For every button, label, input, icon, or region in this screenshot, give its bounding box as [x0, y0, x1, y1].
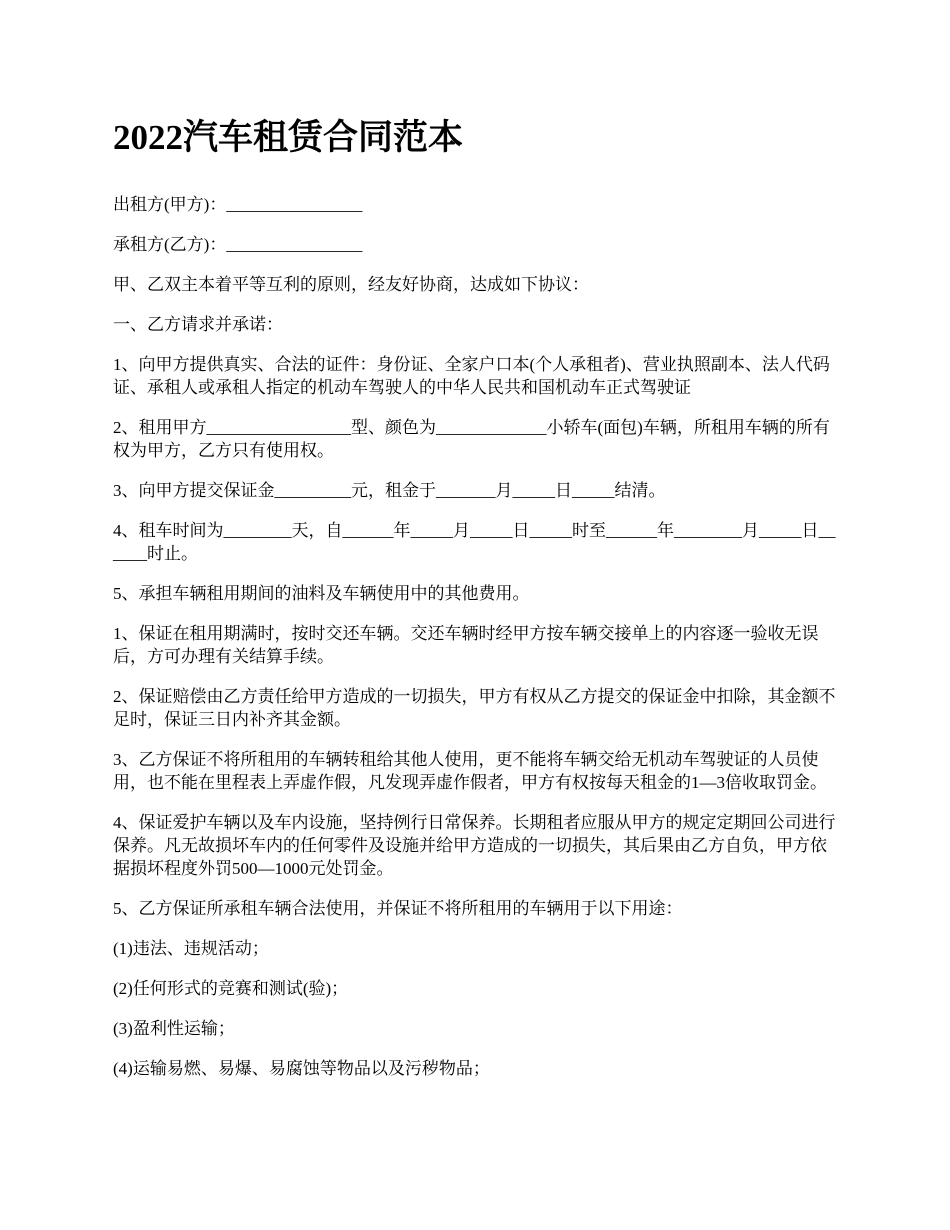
- list-item-illegal-activities: (1)违法、违规活动；: [113, 939, 269, 958]
- paragraph-intro: 甲、乙双主本着平等互利的原则，经友好协商，达成如下协议：: [113, 275, 589, 294]
- paragraph-lessee: 承租方(乙方)：________________: [113, 235, 363, 254]
- clause-2-vehicle: 2、租用甲方_________________型、颜色为_____________小轿车(面包)车辆，所租用车辆的所有权为甲方，乙方只有使用权。: [113, 418, 830, 460]
- clause-3-deposit: 3、向甲方提交保证金_________元，租金于_______月_____日_____结清。: [113, 481, 666, 500]
- section-heading-lessee-commitments: 一、乙方请求并承诺：: [113, 315, 283, 334]
- list-item-racing-testing: (2)任何形式的竞赛和测试(验)；: [113, 979, 349, 998]
- paragraph-lessor: 出租方(甲方)：________________: [113, 195, 363, 214]
- clause-no-sublease: 3、乙方保证不将所租用的车辆转租给其他人使用，更不能将车辆交给无机动车驾驶证的人员使用，也不能在里程表上弄虚作假，凡发现弄虚作假者，甲方有权按每天租金的1—3倍收取罚金。: [113, 750, 827, 792]
- document-body: [113, 113, 840, 1097]
- list-item-hazardous-goods: (4)运输易燃、易爆、易腐蚀等物品以及污秽物品；: [113, 1059, 490, 1078]
- list-item-profit-transport: (3)盈利性运输；: [113, 1019, 235, 1038]
- clause-maintenance: 4、保证爱护车辆以及车内设施，坚持例行日常保养。长期租者应服从甲方的规定定期回公司进行保养。凡无故损坏车内的任何零件及设施并给甲方造成的一切损失，其后果由乙方自负，甲方依据损坏程度外罚500—1000元处罚金。: [113, 813, 836, 878]
- clause-4-rental-period: 4、租车时间为________天，自______年_____月_____日_____时至______年________月_____日______时止。: [113, 521, 836, 563]
- clause-compensation: 2、保证赔偿由乙方责任给甲方造成的一切损失，甲方有权从乙方提交的保证金中扣除，其金额不足时，保证三日内补齐其金额。: [113, 687, 836, 729]
- clause-1-documents: 1、向甲方提供真实、合法的证件：身份证、全家户口本(个人承租者)、营业执照副本、法人代码证、承租人或承租人指定的机动车驾驶人的中华人民共和国机动车正式驾驶证: [113, 355, 830, 397]
- clause-5-fuel-costs: 5、承担车辆租用期间的油料及车辆使用中的其他费用。: [113, 584, 530, 603]
- document-title: 2022汽车租赁合同范本: [113, 118, 464, 157]
- clause-lawful-use: 5、乙方保证所承租车辆合法使用，并保证不将所租用的车辆用于以下用途：: [113, 899, 683, 918]
- clause-return-vehicle: 1、保证在租用期满时，按时交还车辆。交还车辆时经甲方按车辆交接单上的内容逐一验收无误后，方可办理有关结算手续。: [113, 624, 819, 666]
